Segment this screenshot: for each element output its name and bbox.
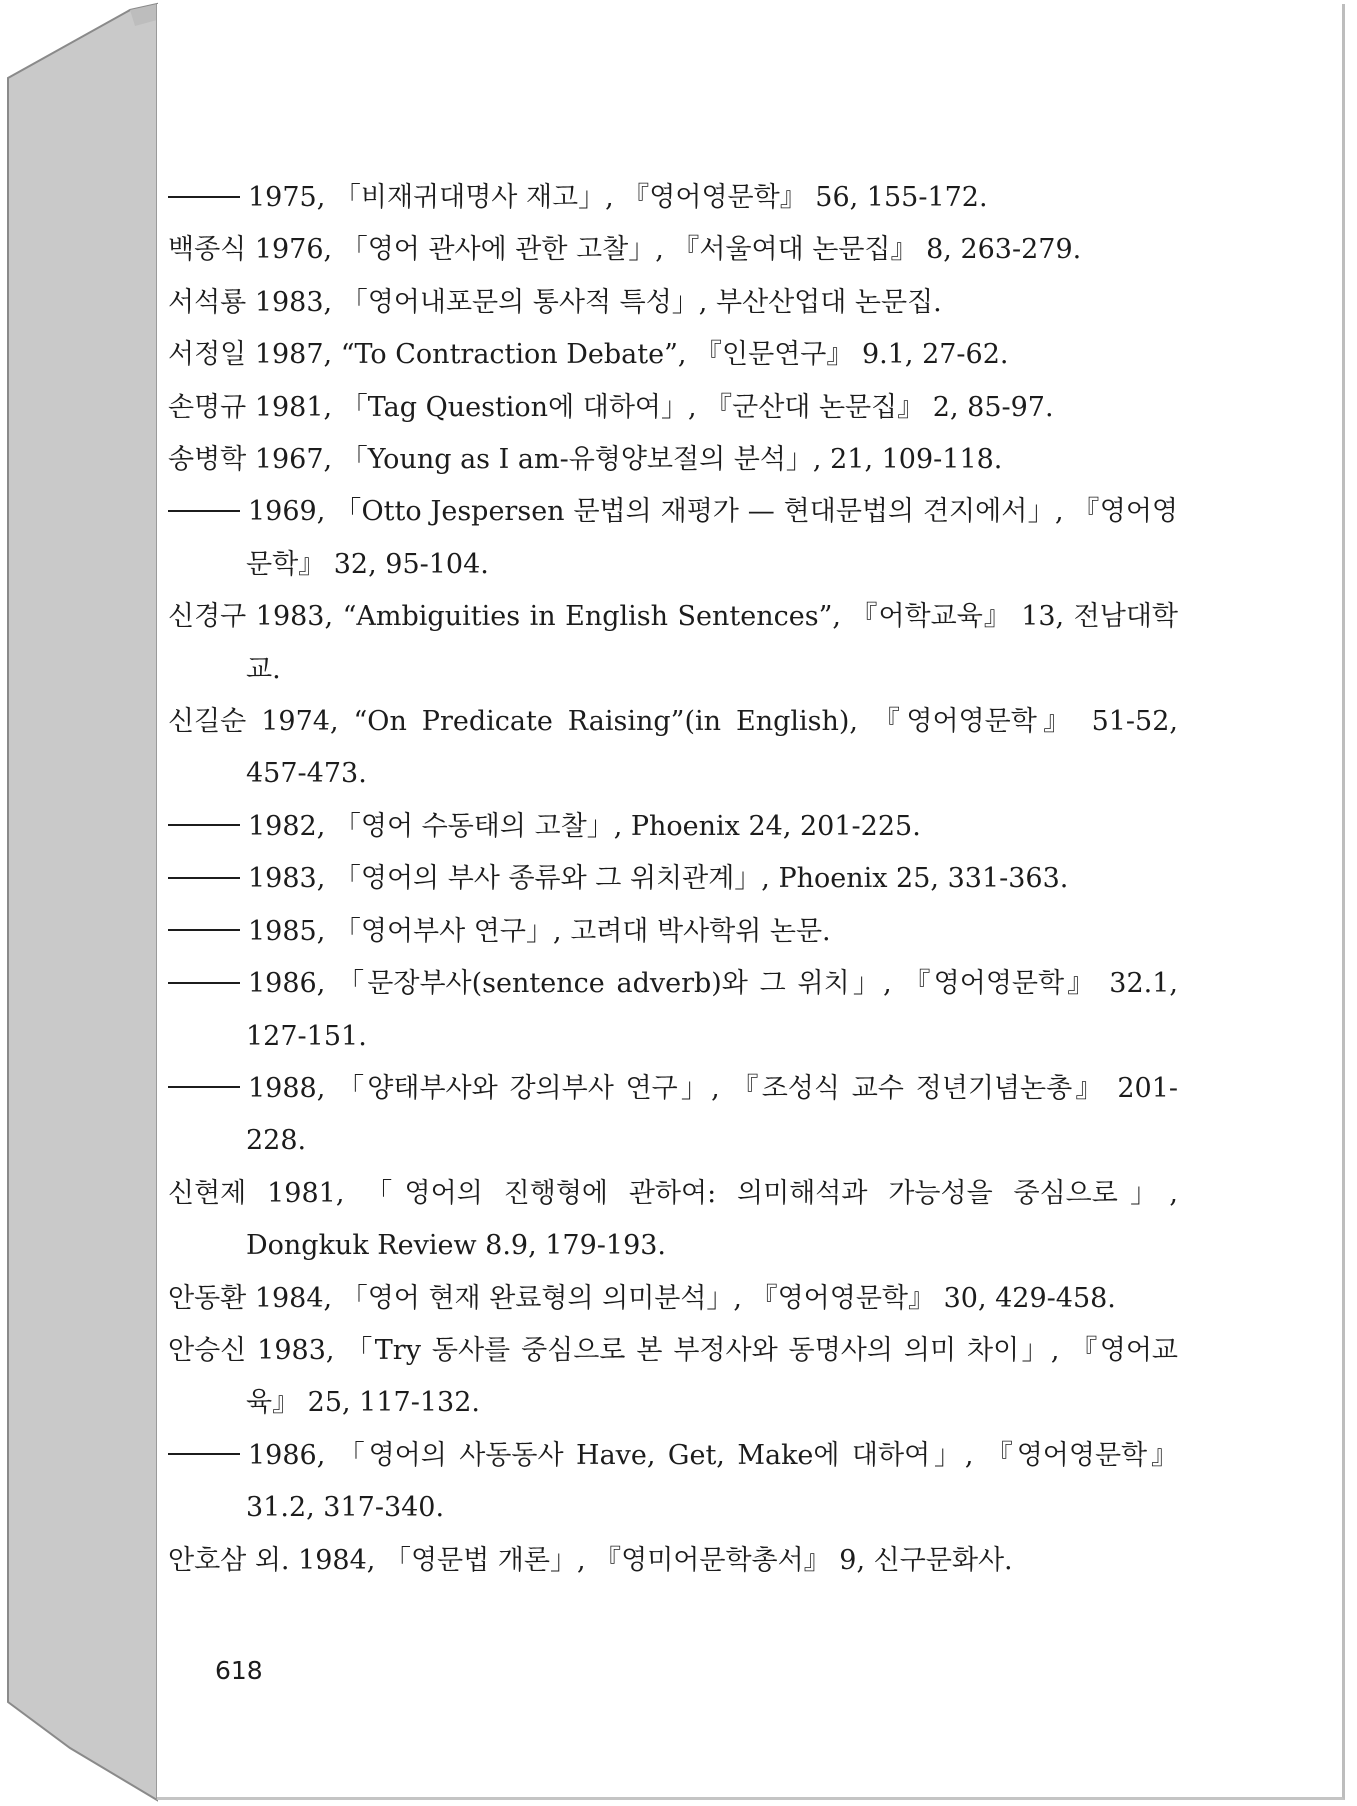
- reference-entry: [168, 906, 1178, 958]
- reference-entry: [168, 1325, 1178, 1430]
- repeat-author-dash: [168, 1453, 240, 1455]
- reference-entry: [168, 1535, 1178, 1587]
- repeat-author-dash: [168, 510, 240, 512]
- reference-text: 안동환 1984, 「영어 현재 완료형의 의미분석」, 『영어영문학』 30, 429-458.: [168, 1282, 1116, 1314]
- reference-entry: [168, 329, 1178, 381]
- page-number: 618: [215, 1656, 263, 1685]
- reference-text: 서석룡 1983, 「영어내포문의 통사적 특성」, 부산산업대 논문집.: [168, 286, 942, 318]
- reference-entry: [168, 853, 1178, 905]
- reference-text: 1983, 「영어의 부사 종류와 그 위치관계」, Phoenix 25, 331-363.: [248, 863, 1069, 895]
- reference-entry: [168, 1273, 1178, 1325]
- reference-text: 1988, 「양태부사와 강의부사 연구」, 『조성식 교수 정년기념논총』 201-228.: [246, 1072, 1178, 1157]
- reference-entry: [168, 486, 1178, 591]
- reference-text: 백종식 1976, 「영어 관사에 관한 고찰」, 『서울여대 논문집』 8, 263-279.: [168, 234, 1082, 266]
- reference-text: 1985, 「영어부사 연구」, 고려대 박사학위 논문.: [248, 915, 831, 947]
- reference-text: 신현제 1981, 「영어의 진행형에 관하여: 의미해석과 가능성을 중심으로」, Dongkuk Review 8.9, 179-193.: [168, 1177, 1178, 1262]
- repeat-author-dash: [168, 1086, 240, 1088]
- reference-entry: [168, 801, 1178, 853]
- repeat-author-dash: [168, 929, 240, 931]
- reference-entry: [168, 1430, 1178, 1535]
- reference-text: 1986, 「영어의 사동동사 Have, Get, Make에 대하여」, 『영어영문학』 31.2, 317-340.: [246, 1439, 1178, 1524]
- reference-entry: [168, 696, 1178, 801]
- repeat-author-dash: [168, 982, 240, 984]
- repeat-author-dash: [168, 196, 240, 198]
- reference-list: [168, 172, 1178, 1587]
- reference-text: 손명규 1981, 「Tag Question에 대하여」, 『군산대 논문집』 2, 85-97.: [168, 391, 1054, 423]
- reference-text: 1986, 「문장부사(sentence adverb)와 그 위치」, 『영어영문학』 32.1, 127-151.: [246, 968, 1178, 1052]
- reference-text: 1982, 「영어 수동태의 고찰」, Phoenix 24, 201-225.: [248, 810, 921, 842]
- reference-entry: [168, 382, 1178, 434]
- reference-text: 1969, 「Otto Jespersen 문법의 재평가 — 현대문법의 견지에서」, 『영어영문학』 32, 95-104.: [246, 496, 1178, 580]
- reference-entry: [168, 224, 1178, 276]
- reference-text: 송병학 1967, 「Young as I am-유형양보절의 분석」, 21, 109-118.: [168, 444, 1003, 476]
- reference-text: 신경구 1983, “Ambiguities in English Sentences”, 『어학교육』 13, 전남대학교.: [168, 601, 1178, 685]
- reference-text: 신길순 1974, “On Predicate Raising”(in English), 『영어영문학』 51-52, 457-473.: [168, 706, 1178, 790]
- reference-text: 안승신 1983, 「Try 동사를 중심으로 본 부정사와 동명사의 의미 차이」, 『영어교육』 25, 117-132.: [168, 1334, 1178, 1419]
- reference-entry: [168, 434, 1178, 486]
- reference-text: 1975, 「비재귀대명사 재고」, 『영어영문학』 56, 155-172.: [248, 182, 988, 213]
- reference-entry: [168, 591, 1178, 696]
- reference-entry: [168, 277, 1178, 329]
- repeat-author-dash: [168, 824, 240, 826]
- reference-entry: [168, 1063, 1178, 1168]
- repeat-author-dash: [168, 877, 240, 879]
- reference-text: 안호삼 외. 1984, 「영문법 개론」, 『영미어문학총서』 9, 신구문화사.: [168, 1544, 1013, 1576]
- reference-entry: [168, 958, 1178, 1063]
- reference-entry: [168, 1168, 1178, 1273]
- reference-text: 서정일 1987, “To Contraction Debate”, 『인문연구』 9.1, 27-62.: [168, 339, 1009, 371]
- reference-entry: [168, 172, 1178, 224]
